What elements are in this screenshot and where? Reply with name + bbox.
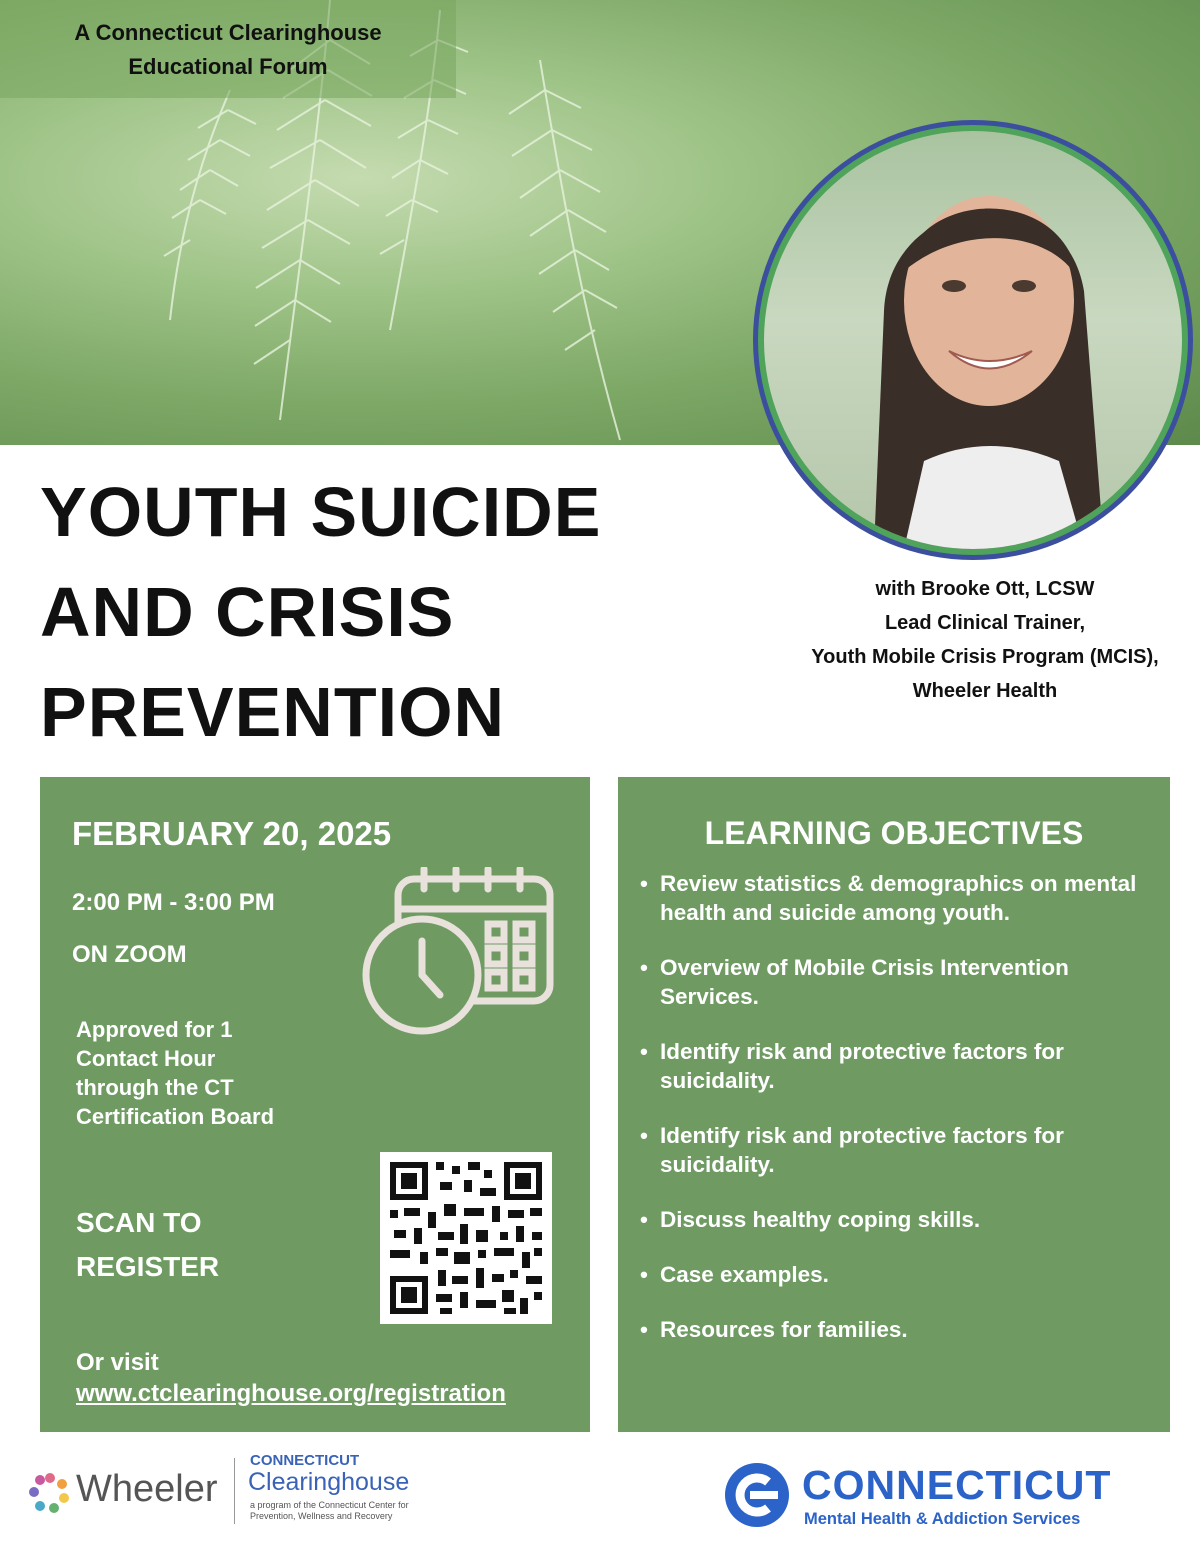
objective-text: Discuss healthy coping skills. [660, 1207, 981, 1232]
ct-title: CONNECTICUT [802, 1462, 1112, 1508]
bullet-icon: • [640, 1039, 648, 1064]
photo-ring-inner [758, 125, 1188, 555]
learning-objectives-panel [618, 777, 1170, 1432]
presenter-info [770, 572, 1200, 708]
event-location: ON ZOOM [72, 941, 187, 968]
presenter-photo [764, 131, 1182, 549]
forum-title [28, 16, 428, 84]
event-title-line3: PREVENTION [40, 673, 506, 751]
bullet-icon: • [640, 1123, 648, 1148]
certification-line4: Certification Board [76, 1104, 275, 1129]
presenter-program: Youth Mobile Crisis Program (MCIS), [811, 646, 1159, 668]
event-title-line1: YOUTH SUICIDE [40, 473, 602, 551]
partner-logos [28, 1452, 448, 1532]
presenter-portrait [764, 131, 1182, 549]
calendar-clock-icon [358, 867, 558, 1037]
presenter-organization: Wheeler Health [912, 680, 1058, 702]
bullet-icon: • [640, 1207, 648, 1232]
ct-dmhas-logo [724, 1458, 1164, 1538]
objective-item [640, 1037, 1160, 1095]
clearinghouse-name: Clearinghouse [248, 1468, 410, 1496]
event-details-panel [40, 777, 590, 1432]
certification-line1: Approved for 1 [76, 1017, 233, 1042]
bullet-icon: • [640, 955, 648, 980]
certification-line2: Contact Hour [76, 1046, 216, 1071]
objective-item [640, 1205, 1160, 1234]
event-title-line2: AND CRISIS [40, 573, 455, 651]
certification-note [76, 1015, 336, 1131]
objective-item [640, 1260, 1160, 1289]
clearinghouse-state: CONNECTICUT [250, 1452, 360, 1469]
scan-to-register [76, 1201, 276, 1289]
objective-item [640, 1121, 1160, 1179]
objectives-list [640, 869, 1160, 1370]
wheeler-logo-text: Wheeler [76, 1468, 218, 1510]
event-title [40, 462, 680, 762]
scan-line2: REGISTER [76, 1251, 220, 1282]
qr-code-graphic [380, 1152, 552, 1324]
ct-subtitle: Mental Health & Addiction Services [804, 1510, 1081, 1528]
registration-link[interactable]: www.ctclearinghouse.org/registration [76, 1380, 506, 1407]
logo-divider [234, 1458, 235, 1524]
clearinghouse-tagline: a program of the Connecticut Center for Prevention, Wellness and Recovery [250, 1500, 409, 1521]
qr-code-icon[interactable] [380, 1152, 552, 1324]
bullet-icon: • [640, 1317, 648, 1342]
scan-line1: SCAN TO [76, 1207, 202, 1238]
objective-item [640, 953, 1160, 1011]
objective-text: Review statistics & demographics on mental health and suicide among youth. [660, 871, 1137, 925]
forum-banner [0, 0, 456, 98]
presenter-role: Lead Clinical Trainer, [884, 612, 1086, 634]
objective-item [640, 869, 1160, 927]
objective-text: Overview of Mobile Crisis Intervention Services. [660, 955, 1069, 1009]
objective-text: Identify risk and protective factors for suicidality. [660, 1039, 1064, 1093]
objective-text: Resources for families. [660, 1317, 908, 1342]
event-date: FEBRUARY 20, 2025 [72, 815, 392, 852]
objectives-title: LEARNING OBJECTIVES [704, 815, 1084, 851]
bullet-icon: • [640, 1262, 648, 1287]
forum-title-line2: Educational Forum [128, 54, 328, 79]
registration-visit [76, 1347, 506, 1409]
wheeler-logo-icon [28, 1470, 72, 1514]
presenter-photo-frame [753, 120, 1193, 560]
bullet-icon: • [640, 871, 648, 896]
visit-label: Or visit [76, 1349, 159, 1376]
objective-item [640, 1315, 1160, 1344]
objective-text: Identify risk and protective factors for suicidality. [660, 1123, 1064, 1177]
presenter-name: with Brooke Ott, LCSW [875, 578, 1095, 600]
certification-line3: through the CT [76, 1075, 234, 1100]
objective-text: Case examples. [660, 1262, 829, 1287]
forum-title-line1: A Connecticut Clearinghouse [74, 20, 382, 45]
ct-logo-icon [724, 1462, 790, 1528]
event-time: 2:00 PM - 3:00 PM [72, 889, 275, 916]
